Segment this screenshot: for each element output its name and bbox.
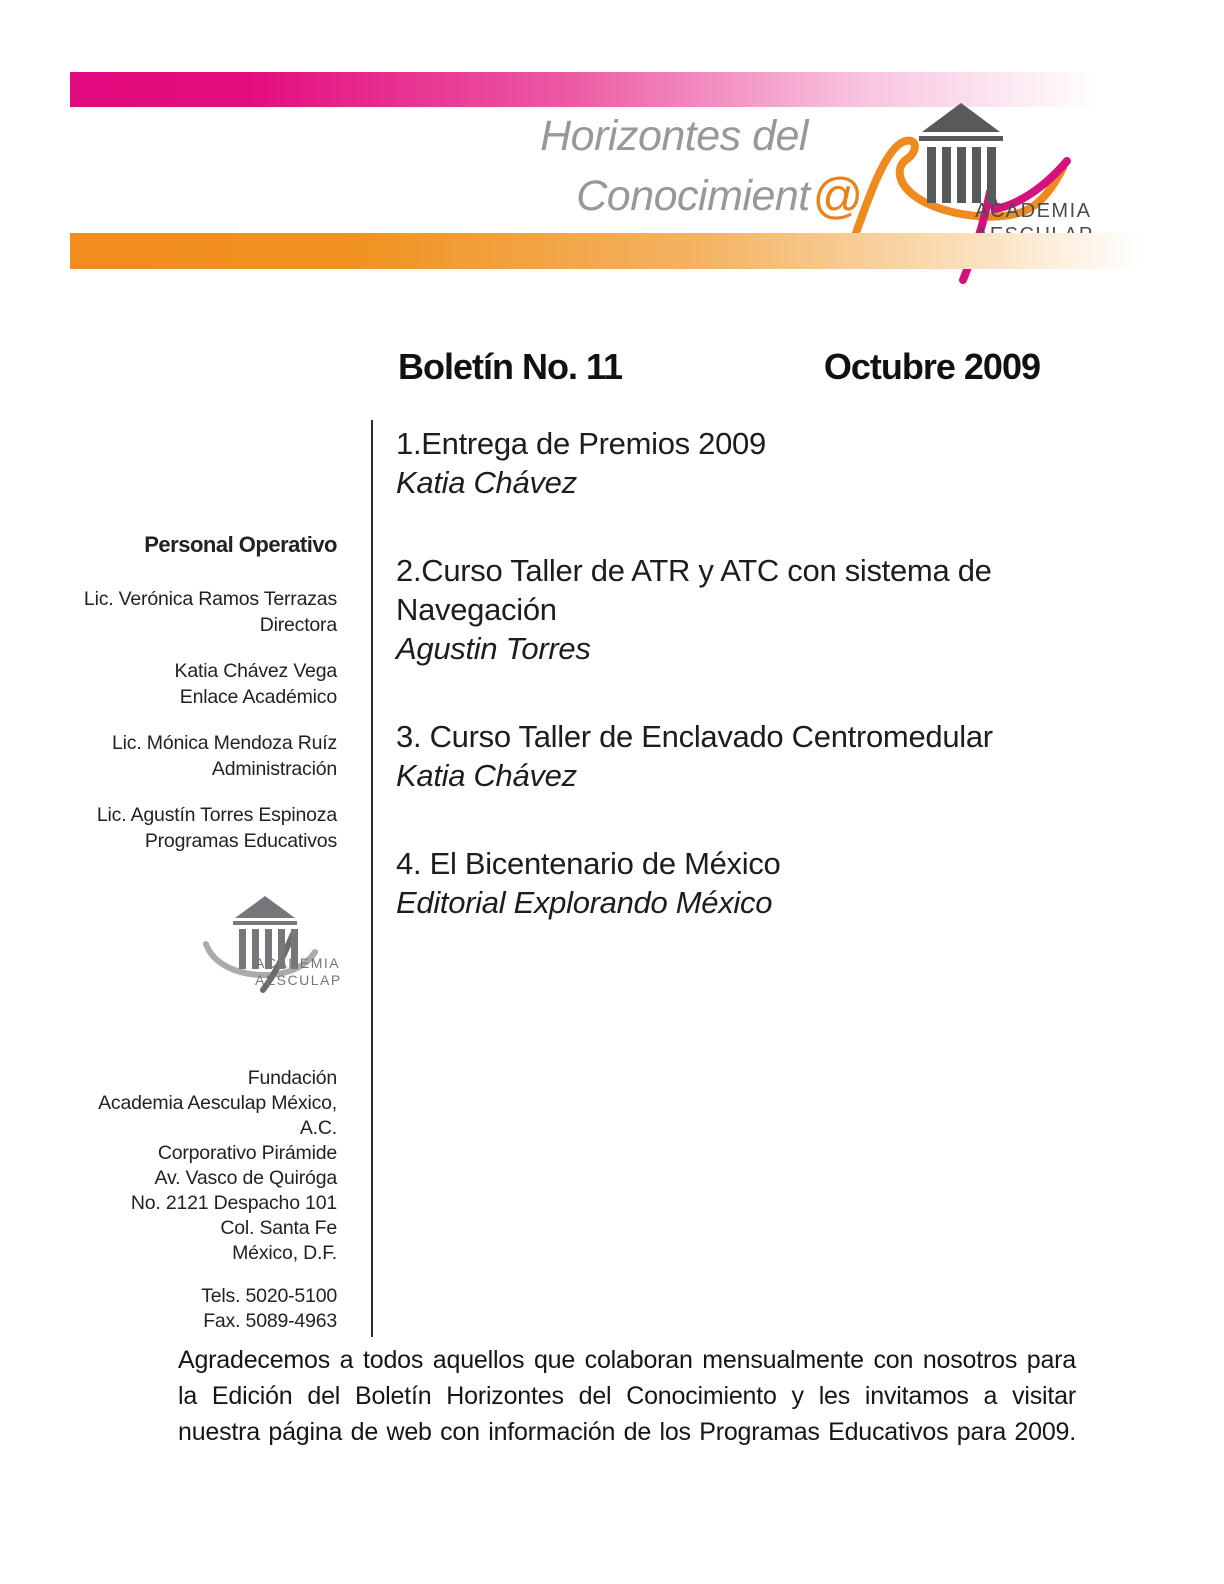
article-item [396,844,1056,922]
article-title: 3. Curso Taller de Enclavado Centromedular [396,719,993,754]
footer-line: la Edición del Boletín Horizontes del Conocimiento y les invitamos a visitar [178,1382,1076,1410]
address-line: Col. Santa Fe [220,1217,337,1239]
staff-name: Lic. Agustín Torres Espinoza [96,804,337,826]
staff-heading: Personal Operativo [144,532,337,557]
address-line: No. 2121 Despacho 101 [130,1192,337,1214]
staff-name: Lic. Verónica Ramos Terrazas [83,588,337,610]
article-title: 4. El Bicentenario de México [396,846,781,881]
article-list [396,424,1056,922]
bulletin-date: Octubre 2009 [823,346,1040,387]
brand-line2 [430,165,860,225]
bulletin-heading-row [398,346,1040,388]
aesculap-logo-gray-icon [203,892,353,992]
brand-word: Conocimient [576,172,810,220]
bulletin-number: Boletín No. 11 [398,346,623,387]
sidebar-logo-text-aesculap: AESCULAP [255,972,342,988]
sidebar-logo-text-academia: ACADEMIA [255,955,341,971]
staff-entry [70,658,337,710]
staff-entry [70,586,337,638]
staff-role: Enlace Académico [179,686,337,708]
header-logo-text-academia: ACADEMIA [975,200,1092,222]
article-author: Editorial Explorando México [396,885,773,920]
article-item [396,717,1056,795]
fax-line: Fax. 5089-4963 [203,1310,337,1332]
footer-paragraph [178,1342,1076,1450]
brand-title [430,108,860,225]
article-author: Agustin Torres [396,631,591,666]
brand-line1: Horizontes del [540,112,808,160]
footer-line: nuestra página de web con información de los Programas Educativos para 2009. [178,1418,1076,1446]
staff-role: Administración [211,758,337,780]
article-item [396,424,1056,502]
article-title: 1.Entrega de Premios 2009 [396,426,766,461]
address-line: Academia Aesculap México, A.C. [98,1092,337,1139]
article-item [396,551,1056,668]
article-title: 2.Curso Taller de ATR y ATC con sistema de Navegación [396,553,992,627]
address-line: México, D.F. [232,1242,337,1264]
staff-block [70,532,337,874]
contact-block [70,1284,337,1334]
staff-role: Programas Educativos [144,830,337,852]
staff-entry [70,730,337,782]
staff-name: Lic. Mónica Mendoza Ruíz [112,732,337,754]
staff-role: Directora [259,614,337,636]
phone-line: Tels. 5020-5100 [201,1285,337,1307]
staff-name: Katia Chávez Vega [174,660,337,682]
article-author: Katia Chávez [396,465,577,500]
staff-entry [70,802,337,854]
vertical-divider [371,420,373,1337]
temple-icon [919,103,1003,203]
orange-gradient-bar [70,233,1166,269]
address-line: Av. Vasco de Quiróga [154,1167,337,1189]
article-author: Katia Chávez [396,758,577,793]
address-line: Fundación [247,1067,337,1089]
footer-line: Agradecemos a todos aquellos que colaboran mensualmente con nosotros para [178,1346,1076,1374]
at-sign-icon: @ [811,168,862,224]
address-line: Corporativo Pirámide [157,1142,337,1164]
address-block [70,1066,337,1334]
